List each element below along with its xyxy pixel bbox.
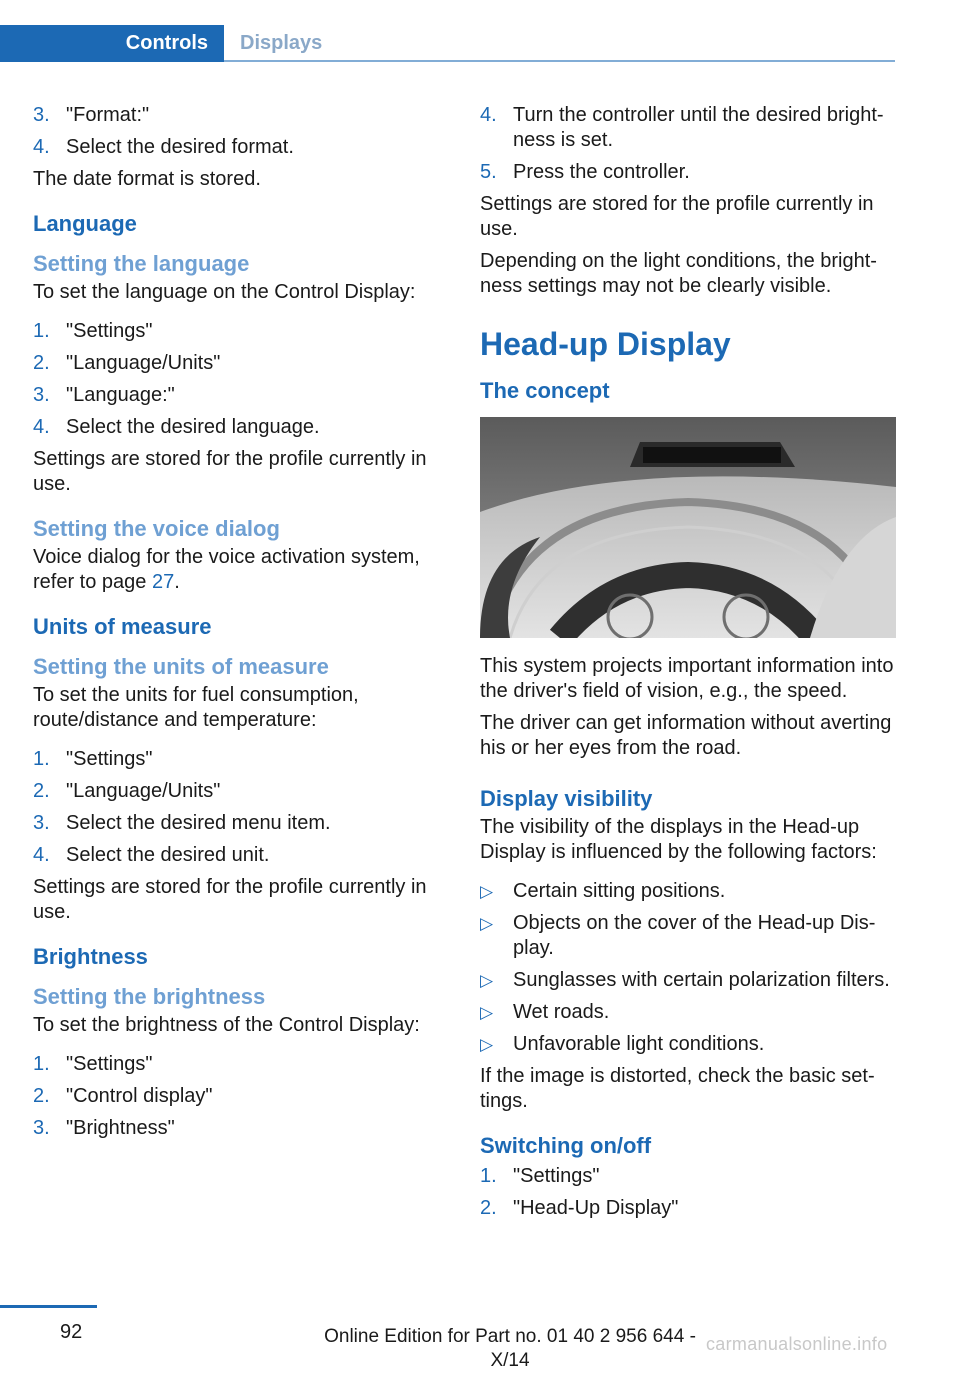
brightness-heading: Brightness <box>33 944 148 969</box>
triangle-bullet-icon: ▷ <box>480 1003 494 1022</box>
list-item: 2. "Head-Up Display" <box>480 1197 679 1219</box>
list-item: ▷ Unfavorable light conditions. <box>480 1033 765 1055</box>
setting-language-heading: Setting the language <box>33 251 250 276</box>
list-item: 2. "Language/Units" <box>33 352 221 374</box>
list-item: 3. "Language:" <box>33 384 175 406</box>
list-item: 1. "Settings" <box>33 320 153 342</box>
visibility-note: If the image is distorted, check the basic set-tings. <box>480 1065 875 1112</box>
setting-brightness-intro: To set the brightness of the Control Display: <box>33 1014 420 1036</box>
footer-divider <box>0 1305 97 1308</box>
setting-language-intro: To set the language on the Control Display: <box>33 281 416 303</box>
tab-controls[interactable]: Controls <box>0 25 224 62</box>
edition-footer: Online Edition for Part no. 01 40 2 956 644 - X/14 <box>324 1326 696 1371</box>
list-item: 4. Select the desired format. <box>33 136 294 158</box>
dashboard-illustration <box>480 417 896 638</box>
language-heading: Language <box>33 211 137 236</box>
visibility-intro: The visibility of the displays in the Head-up Display is influenced by the following factors: <box>480 816 877 863</box>
brightness-stored-text: Settings are stored for the profile currently in use. <box>480 193 874 240</box>
hud-heading: Head-up Display <box>480 326 731 362</box>
brightness-steps <box>33 1052 433 1141</box>
concept-paragraph-2: The driver can get information without averting his or her eyes from the road. <box>480 712 892 759</box>
units-stored-text: Settings are stored for the profile currently in use. <box>33 876 427 923</box>
list-item: 5. Press the controller. <box>480 161 690 183</box>
list-item: 3. "Brightness" <box>33 1117 175 1139</box>
voice-dialog-text: Voice dialog for the voice activation system, refer to page 27. <box>33 546 420 593</box>
list-item: 4. Select the desired language. <box>33 416 320 438</box>
list-item: 1. "Settings" <box>33 1053 153 1075</box>
list-item: ▷ Certain sitting positions. <box>480 880 726 902</box>
triangle-bullet-icon: ▷ <box>480 1035 494 1054</box>
list-item: 4. Turn the controller until the desired bright-ness is set. <box>480 104 884 151</box>
units-heading: Units of measure <box>33 614 212 639</box>
list-item: ▷ Sunglasses with certain polarization filters. <box>480 969 890 991</box>
right-column <box>480 103 896 1228</box>
format-steps <box>33 103 433 160</box>
left-column <box>33 103 433 1148</box>
triangle-bullet-icon: ▷ <box>480 882 494 901</box>
voice-dialog-heading: Setting the voice dialog <box>33 516 280 541</box>
format-stored-text: The date format is stored. <box>33 168 261 190</box>
list-item: 2. "Language/Units" <box>33 780 221 802</box>
concept-paragraph-1: This system projects important information into the driver's field of vision, e.g., the speed. <box>480 655 894 702</box>
watermark: carmanualsonline.info <box>706 1334 888 1354</box>
list-item: 1. "Settings" <box>480 1165 600 1187</box>
list-item: 1. "Settings" <box>33 748 153 770</box>
brightness-steps-continued <box>480 103 896 185</box>
triangle-bullet-icon: ▷ <box>480 971 494 990</box>
triangle-bullet-icon: ▷ <box>480 914 494 933</box>
list-item: 3. "Format:" <box>33 104 150 126</box>
page-link[interactable]: 27 <box>151 571 175 593</box>
tab-displays[interactable]: Displays <box>240 32 323 54</box>
list-item: 2. "Control display" <box>33 1085 213 1107</box>
setting-units-intro: To set the units for fuel consumption, route/distance and temperature: <box>33 684 359 731</box>
list-item: ▷ Objects on the cover of the Head-up Dis-play. <box>480 912 876 959</box>
header-tabbar <box>0 25 895 62</box>
page-number: 92 <box>60 1321 83 1343</box>
setting-brightness-heading: Setting the brightness <box>33 984 266 1009</box>
list-item: 4. Select the desired unit. <box>33 844 270 866</box>
list-item: ▷ Wet roads. <box>480 1001 610 1023</box>
setting-units-heading: Setting the units of measure <box>33 654 329 679</box>
language-steps <box>33 319 433 440</box>
hud-dashboard-image <box>480 417 896 638</box>
header-divider <box>224 60 895 62</box>
brightness-note-text: Depending on the light conditions, the bright-ness settings may not be clearly visible. <box>480 250 877 297</box>
list-item: 3. Select the desired menu item. <box>33 812 331 834</box>
units-steps <box>33 747 433 868</box>
visibility-heading: Display visibility <box>480 786 653 811</box>
switching-heading: Switching on/off <box>480 1133 652 1158</box>
concept-heading: The concept <box>480 378 610 403</box>
visibility-factors <box>480 879 896 1057</box>
language-stored-text: Settings are stored for the profile currently in use. <box>33 448 427 495</box>
switching-steps <box>480 1164 896 1221</box>
